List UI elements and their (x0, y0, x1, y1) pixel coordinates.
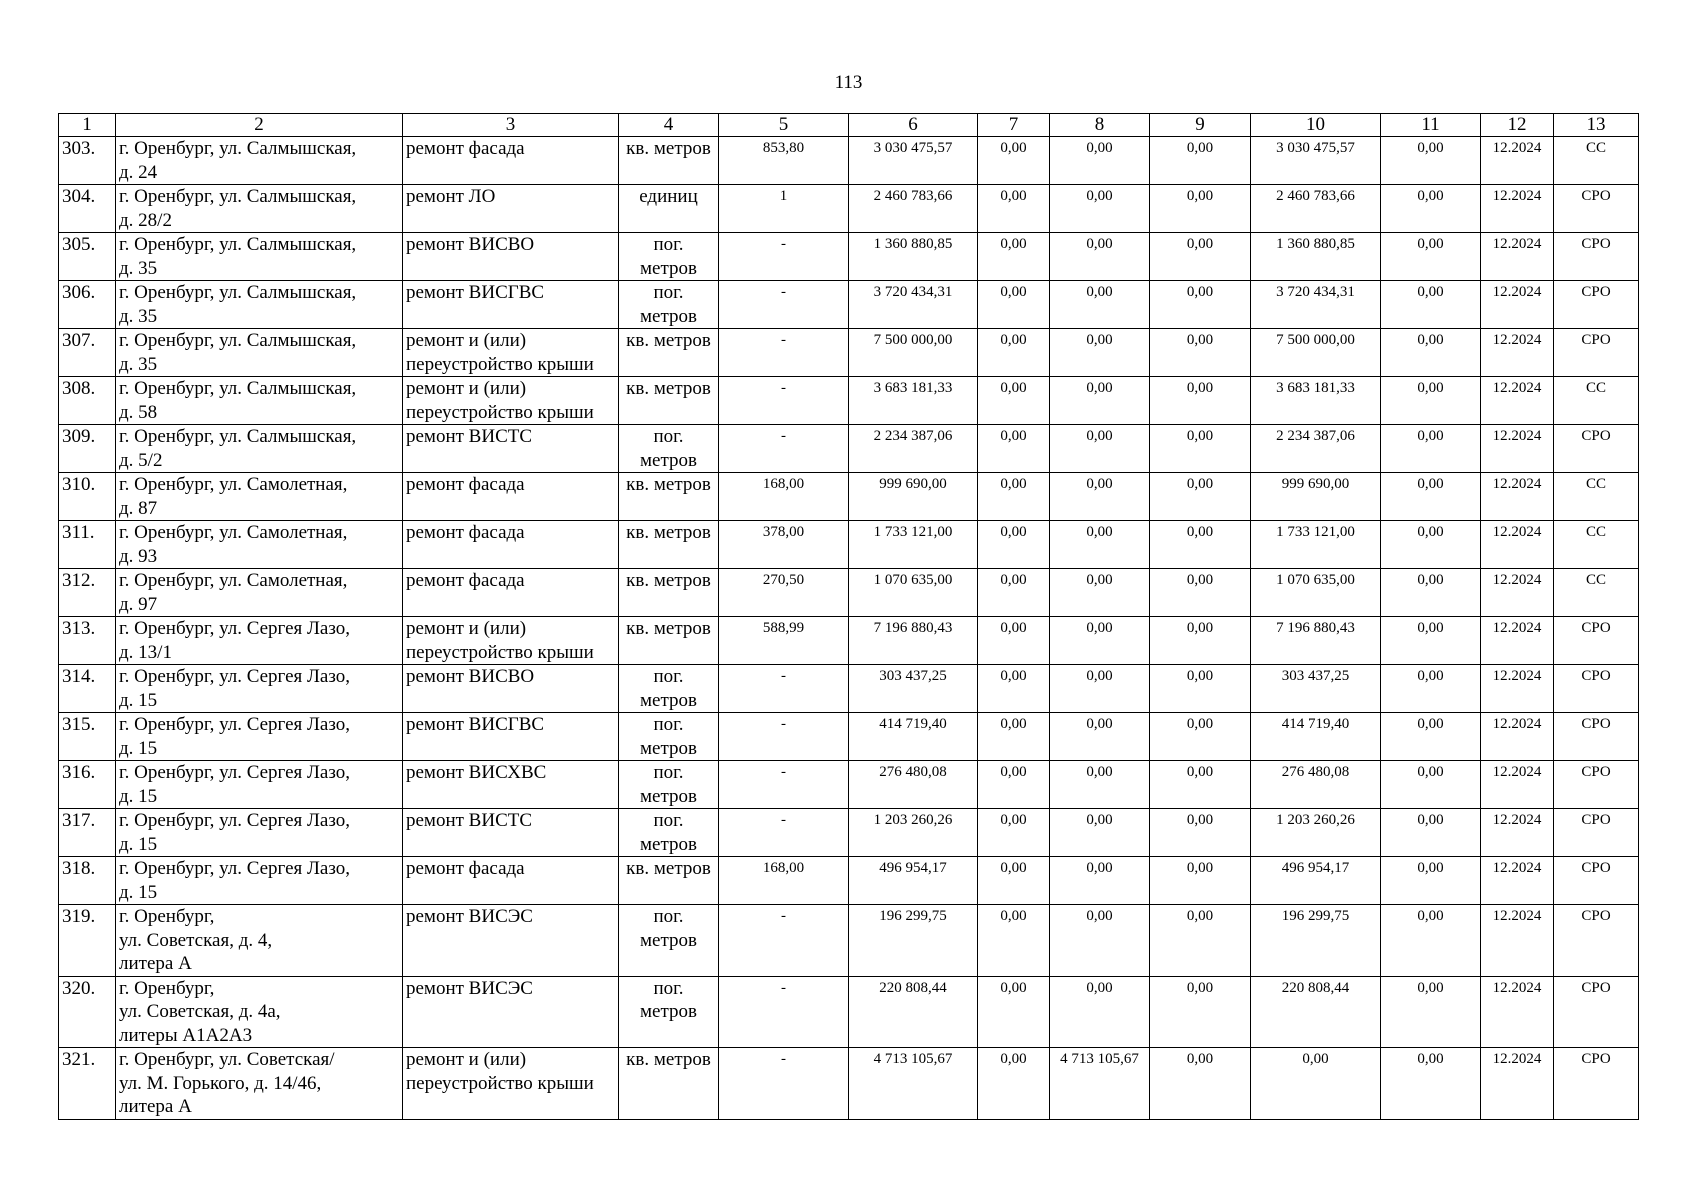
volume-cell: 853,80 (719, 137, 849, 185)
volume-cell: - (719, 233, 849, 281)
row-number: 305. (59, 233, 116, 281)
total-cost-cell: 496 954,17 (849, 857, 978, 905)
deadline-cell: 12.2024 (1481, 281, 1554, 329)
unit-cell: пог. метров (619, 761, 719, 809)
col11-cell: 0,00 (1381, 281, 1481, 329)
repair-plan-table (58, 113, 1639, 1120)
col8-cell: 0,00 (1050, 617, 1150, 665)
col9-cell: 0,00 (1150, 976, 1251, 1048)
unit-cell: кв. метров (619, 377, 719, 425)
total-cost-cell: 1 733 121,00 (849, 521, 978, 569)
col7-cell: 0,00 (978, 281, 1050, 329)
work-type-cell: ремонт и (или) переустройство крыши (403, 1048, 619, 1120)
unit-cell: кв. метров (619, 1048, 719, 1120)
col11-cell: 0,00 (1381, 329, 1481, 377)
method-cell: СС (1554, 377, 1639, 425)
col8-cell: 0,00 (1050, 329, 1150, 377)
address-cell: г. Оренбург, ул. Советская, д. 4а, литеры А1А2А3 (116, 976, 403, 1048)
col10-cell: 220 808,44 (1251, 976, 1381, 1048)
deadline-cell: 12.2024 (1481, 425, 1554, 473)
method-cell: СРО (1554, 233, 1639, 281)
table-row (59, 329, 1639, 377)
col7-cell: 0,00 (978, 137, 1050, 185)
deadline-cell: 12.2024 (1481, 665, 1554, 713)
col9-cell: 0,00 (1150, 713, 1251, 761)
method-cell: СС (1554, 569, 1639, 617)
col8-cell: 0,00 (1050, 425, 1150, 473)
address-cell: г. Оренбург, ул. Салмышская, д. 35 (116, 281, 403, 329)
work-type-cell: ремонт и (или) переустройство крыши (403, 329, 619, 377)
work-type-cell: ремонт и (или) переустройство крыши (403, 377, 619, 425)
col8-cell: 0,00 (1050, 473, 1150, 521)
method-cell: СРО (1554, 281, 1639, 329)
col7-cell: 0,00 (978, 905, 1050, 977)
table-row (59, 976, 1639, 1048)
work-type-cell: ремонт ВИСТС (403, 425, 619, 473)
total-cost-cell: 1 203 260,26 (849, 809, 978, 857)
table-row (59, 233, 1639, 281)
total-cost-cell: 3 683 181,33 (849, 377, 978, 425)
col11-cell: 0,00 (1381, 473, 1481, 521)
deadline-cell: 12.2024 (1481, 976, 1554, 1048)
method-cell: СС (1554, 473, 1639, 521)
col9-cell: 0,00 (1150, 761, 1251, 809)
row-number: 306. (59, 281, 116, 329)
address-cell: г. Оренбург, ул. Советская/ ул. М. Горького, д. 14/46, литера А (116, 1048, 403, 1120)
volume-cell: 168,00 (719, 857, 849, 905)
volume-cell: - (719, 1048, 849, 1120)
col9-cell: 0,00 (1150, 185, 1251, 233)
deadline-cell: 12.2024 (1481, 233, 1554, 281)
row-number: 309. (59, 425, 116, 473)
col11-cell: 0,00 (1381, 377, 1481, 425)
total-cost-cell: 7 196 880,43 (849, 617, 978, 665)
col7-cell: 0,00 (978, 569, 1050, 617)
table-row (59, 857, 1639, 905)
row-number: 318. (59, 857, 116, 905)
col10-cell: 196 299,75 (1251, 905, 1381, 977)
deadline-cell: 12.2024 (1481, 521, 1554, 569)
address-cell: г. Оренбург, ул. Самолетная, д. 97 (116, 569, 403, 617)
method-cell: СРО (1554, 665, 1639, 713)
table-row (59, 377, 1639, 425)
row-number: 312. (59, 569, 116, 617)
volume-cell: - (719, 809, 849, 857)
row-number: 303. (59, 137, 116, 185)
unit-cell: пог. метров (619, 713, 719, 761)
total-cost-cell: 4 713 105,67 (849, 1048, 978, 1120)
volume-cell: - (719, 665, 849, 713)
col10-cell: 3 683 181,33 (1251, 377, 1381, 425)
row-number: 317. (59, 809, 116, 857)
deadline-cell: 12.2024 (1481, 761, 1554, 809)
total-cost-cell: 414 719,40 (849, 713, 978, 761)
address-cell: г. Оренбург, ул. Советская, д. 4, литера А (116, 905, 403, 977)
col7-cell: 0,00 (978, 233, 1050, 281)
unit-cell: кв. метров (619, 473, 719, 521)
col11-cell: 0,00 (1381, 976, 1481, 1048)
col9-cell: 0,00 (1150, 377, 1251, 425)
col9-cell: 0,00 (1150, 1048, 1251, 1120)
col11-cell: 0,00 (1381, 713, 1481, 761)
total-cost-cell: 1 070 635,00 (849, 569, 978, 617)
col7-cell: 0,00 (978, 521, 1050, 569)
col10-cell: 3 720 434,31 (1251, 281, 1381, 329)
work-type-cell: ремонт ВИСВО (403, 665, 619, 713)
col10-cell: 7 500 000,00 (1251, 329, 1381, 377)
table-row (59, 713, 1639, 761)
col8-cell: 0,00 (1050, 665, 1150, 713)
col10-cell: 303 437,25 (1251, 665, 1381, 713)
col7-cell: 0,00 (978, 473, 1050, 521)
col11-cell: 0,00 (1381, 1048, 1481, 1120)
address-cell: г. Оренбург, ул. Сергея Лазо, д. 15 (116, 665, 403, 713)
col7-cell: 0,00 (978, 665, 1050, 713)
column-header: 11 (1381, 114, 1481, 137)
work-type-cell: ремонт ВИСГВС (403, 713, 619, 761)
volume-cell: - (719, 713, 849, 761)
deadline-cell: 12.2024 (1481, 569, 1554, 617)
total-cost-cell: 196 299,75 (849, 905, 978, 977)
work-type-cell: ремонт фасада (403, 137, 619, 185)
volume-cell: 270,50 (719, 569, 849, 617)
work-type-cell: ремонт ВИСГВС (403, 281, 619, 329)
col11-cell: 0,00 (1381, 521, 1481, 569)
work-type-cell: ремонт ВИСТС (403, 809, 619, 857)
unit-cell: пог. метров (619, 665, 719, 713)
table-row (59, 809, 1639, 857)
method-cell: СРО (1554, 713, 1639, 761)
work-type-cell: ремонт ВИСЭС (403, 976, 619, 1048)
address-cell: г. Оренбург, ул. Салмышская, д. 35 (116, 329, 403, 377)
table-row (59, 1048, 1639, 1120)
col7-cell: 0,00 (978, 329, 1050, 377)
col10-cell: 1 733 121,00 (1251, 521, 1381, 569)
method-cell: СРО (1554, 1048, 1639, 1120)
address-cell: г. Оренбург, ул. Самолетная, д. 87 (116, 473, 403, 521)
deadline-cell: 12.2024 (1481, 377, 1554, 425)
col9-cell: 0,00 (1150, 473, 1251, 521)
unit-cell: единиц (619, 185, 719, 233)
deadline-cell: 12.2024 (1481, 1048, 1554, 1120)
column-header: 5 (719, 114, 849, 137)
col8-cell: 0,00 (1050, 569, 1150, 617)
total-cost-cell: 999 690,00 (849, 473, 978, 521)
total-cost-cell: 1 360 880,85 (849, 233, 978, 281)
table-row (59, 617, 1639, 665)
col10-cell: 1 070 635,00 (1251, 569, 1381, 617)
col8-cell: 0,00 (1050, 976, 1150, 1048)
col11-cell: 0,00 (1381, 857, 1481, 905)
work-type-cell: ремонт ЛО (403, 185, 619, 233)
table-row (59, 473, 1639, 521)
col8-cell: 4 713 105,67 (1050, 1048, 1150, 1120)
row-number: 321. (59, 1048, 116, 1120)
col10-cell: 1 203 260,26 (1251, 809, 1381, 857)
col10-cell: 1 360 880,85 (1251, 233, 1381, 281)
col8-cell: 0,00 (1050, 905, 1150, 977)
col11-cell: 0,00 (1381, 809, 1481, 857)
row-number: 320. (59, 976, 116, 1048)
work-type-cell: ремонт ВИСВО (403, 233, 619, 281)
volume-cell: 588,99 (719, 617, 849, 665)
col9-cell: 0,00 (1150, 233, 1251, 281)
unit-cell: кв. метров (619, 569, 719, 617)
col10-cell: 2 460 783,66 (1251, 185, 1381, 233)
deadline-cell: 12.2024 (1481, 713, 1554, 761)
deadline-cell: 12.2024 (1481, 809, 1554, 857)
volume-cell: - (719, 329, 849, 377)
col7-cell: 0,00 (978, 761, 1050, 809)
column-number-row (59, 114, 1639, 137)
address-cell: г. Оренбург, ул. Салмышская, д. 35 (116, 233, 403, 281)
unit-cell: пог. метров (619, 425, 719, 473)
method-cell: СРО (1554, 425, 1639, 473)
row-number: 315. (59, 713, 116, 761)
total-cost-cell: 2 460 783,66 (849, 185, 978, 233)
col8-cell: 0,00 (1050, 713, 1150, 761)
row-number: 307. (59, 329, 116, 377)
table-body (59, 137, 1639, 1120)
work-type-cell: ремонт фасада (403, 473, 619, 521)
column-header: 4 (619, 114, 719, 137)
work-type-cell: ремонт ВИСЭС (403, 905, 619, 977)
total-cost-cell: 3 720 434,31 (849, 281, 978, 329)
page-number: 113 (834, 72, 863, 93)
col9-cell: 0,00 (1150, 857, 1251, 905)
col8-cell: 0,00 (1050, 761, 1150, 809)
address-cell: г. Оренбург, ул. Сергея Лазо, д. 15 (116, 857, 403, 905)
col7-cell: 0,00 (978, 976, 1050, 1048)
col9-cell: 0,00 (1150, 665, 1251, 713)
deadline-cell: 12.2024 (1481, 473, 1554, 521)
col7-cell: 0,00 (978, 377, 1050, 425)
column-header: 2 (116, 114, 403, 137)
method-cell: СРО (1554, 905, 1639, 977)
table-row (59, 665, 1639, 713)
method-cell: СРО (1554, 761, 1639, 809)
address-cell: г. Оренбург, ул. Самолетная, д. 93 (116, 521, 403, 569)
row-number: 311. (59, 521, 116, 569)
table-row (59, 761, 1639, 809)
volume-cell: - (719, 281, 849, 329)
address-cell: г. Оренбург, ул. Салмышская, д. 58 (116, 377, 403, 425)
deadline-cell: 12.2024 (1481, 329, 1554, 377)
address-cell: г. Оренбург, ул. Сергея Лазо, д. 15 (116, 809, 403, 857)
col11-cell: 0,00 (1381, 185, 1481, 233)
column-header: 10 (1251, 114, 1381, 137)
col11-cell: 0,00 (1381, 905, 1481, 977)
col11-cell: 0,00 (1381, 665, 1481, 713)
volume-cell: 168,00 (719, 473, 849, 521)
col8-cell: 0,00 (1050, 377, 1150, 425)
col7-cell: 0,00 (978, 425, 1050, 473)
table-row (59, 425, 1639, 473)
total-cost-cell: 220 808,44 (849, 976, 978, 1048)
col11-cell: 0,00 (1381, 233, 1481, 281)
col9-cell: 0,00 (1150, 809, 1251, 857)
address-cell: г. Оренбург, ул. Салмышская, д. 24 (116, 137, 403, 185)
volume-cell: - (719, 905, 849, 977)
row-number: 313. (59, 617, 116, 665)
deadline-cell: 12.2024 (1481, 185, 1554, 233)
unit-cell: пог. метров (619, 905, 719, 977)
deadline-cell: 12.2024 (1481, 617, 1554, 665)
col9-cell: 0,00 (1150, 137, 1251, 185)
work-type-cell: ремонт фасада (403, 521, 619, 569)
volume-cell: - (719, 425, 849, 473)
col11-cell: 0,00 (1381, 425, 1481, 473)
col10-cell: 276 480,08 (1251, 761, 1381, 809)
volume-cell: - (719, 761, 849, 809)
col10-cell: 0,00 (1251, 1048, 1381, 1120)
col8-cell: 0,00 (1050, 857, 1150, 905)
row-number: 310. (59, 473, 116, 521)
table-row (59, 281, 1639, 329)
unit-cell: кв. метров (619, 137, 719, 185)
method-cell: СРО (1554, 329, 1639, 377)
volume-cell: - (719, 976, 849, 1048)
volume-cell: - (719, 377, 849, 425)
work-type-cell: ремонт ВИСХВС (403, 761, 619, 809)
col10-cell: 496 954,17 (1251, 857, 1381, 905)
column-header: 9 (1150, 114, 1251, 137)
row-number: 319. (59, 905, 116, 977)
unit-cell: кв. метров (619, 857, 719, 905)
col7-cell: 0,00 (978, 713, 1050, 761)
table-row (59, 137, 1639, 185)
col10-cell: 2 234 387,06 (1251, 425, 1381, 473)
method-cell: СРО (1554, 976, 1639, 1048)
volume-cell: 378,00 (719, 521, 849, 569)
col10-cell: 414 719,40 (1251, 713, 1381, 761)
unit-cell: пог. метров (619, 809, 719, 857)
column-header: 3 (403, 114, 619, 137)
row-number: 316. (59, 761, 116, 809)
unit-cell: пог. метров (619, 233, 719, 281)
col7-cell: 0,00 (978, 185, 1050, 233)
total-cost-cell: 3 030 475,57 (849, 137, 978, 185)
col8-cell: 0,00 (1050, 281, 1150, 329)
col11-cell: 0,00 (1381, 761, 1481, 809)
col9-cell: 0,00 (1150, 281, 1251, 329)
method-cell: СС (1554, 521, 1639, 569)
unit-cell: пог. метров (619, 976, 719, 1048)
address-cell: г. Оренбург, ул. Сергея Лазо, д. 15 (116, 713, 403, 761)
col9-cell: 0,00 (1150, 905, 1251, 977)
work-type-cell: ремонт и (или) переустройство крыши (403, 617, 619, 665)
total-cost-cell: 276 480,08 (849, 761, 978, 809)
col9-cell: 0,00 (1150, 425, 1251, 473)
address-cell: г. Оренбург, ул. Сергея Лазо, д. 13/1 (116, 617, 403, 665)
method-cell: СРО (1554, 809, 1639, 857)
col9-cell: 0,00 (1150, 617, 1251, 665)
total-cost-cell: 303 437,25 (849, 665, 978, 713)
col10-cell: 3 030 475,57 (1251, 137, 1381, 185)
row-number: 314. (59, 665, 116, 713)
col11-cell: 0,00 (1381, 137, 1481, 185)
col10-cell: 999 690,00 (1251, 473, 1381, 521)
col7-cell: 0,00 (978, 617, 1050, 665)
method-cell: СРО (1554, 617, 1639, 665)
col8-cell: 0,00 (1050, 809, 1150, 857)
col7-cell: 0,00 (978, 857, 1050, 905)
unit-cell: кв. метров (619, 617, 719, 665)
table-row (59, 521, 1639, 569)
method-cell: СРО (1554, 185, 1639, 233)
column-header: 7 (978, 114, 1050, 137)
col7-cell: 0,00 (978, 1048, 1050, 1120)
table-row (59, 185, 1639, 233)
work-type-cell: ремонт фасада (403, 569, 619, 617)
address-cell: г. Оренбург, ул. Сергея Лазо, д. 15 (116, 761, 403, 809)
column-header: 12 (1481, 114, 1554, 137)
volume-cell: 1 (719, 185, 849, 233)
address-cell: г. Оренбург, ул. Салмышская, д. 5/2 (116, 425, 403, 473)
col8-cell: 0,00 (1050, 185, 1150, 233)
deadline-cell: 12.2024 (1481, 857, 1554, 905)
col10-cell: 7 196 880,43 (1251, 617, 1381, 665)
column-header: 13 (1554, 114, 1639, 137)
col8-cell: 0,00 (1050, 233, 1150, 281)
row-number: 308. (59, 377, 116, 425)
col7-cell: 0,00 (978, 809, 1050, 857)
method-cell: СРО (1554, 857, 1639, 905)
unit-cell: кв. метров (619, 521, 719, 569)
col11-cell: 0,00 (1381, 617, 1481, 665)
work-type-cell: ремонт фасада (403, 857, 619, 905)
unit-cell: кв. метров (619, 329, 719, 377)
column-header: 8 (1050, 114, 1150, 137)
col9-cell: 0,00 (1150, 329, 1251, 377)
deadline-cell: 12.2024 (1481, 905, 1554, 977)
col8-cell: 0,00 (1050, 521, 1150, 569)
col8-cell: 0,00 (1050, 137, 1150, 185)
col9-cell: 0,00 (1150, 569, 1251, 617)
method-cell: СС (1554, 137, 1639, 185)
row-number: 304. (59, 185, 116, 233)
table-row (59, 905, 1639, 977)
column-header: 6 (849, 114, 978, 137)
col11-cell: 0,00 (1381, 569, 1481, 617)
column-header: 1 (59, 114, 116, 137)
total-cost-cell: 7 500 000,00 (849, 329, 978, 377)
deadline-cell: 12.2024 (1481, 137, 1554, 185)
col9-cell: 0,00 (1150, 521, 1251, 569)
unit-cell: пог. метров (619, 281, 719, 329)
address-cell: г. Оренбург, ул. Салмышская, д. 28/2 (116, 185, 403, 233)
total-cost-cell: 2 234 387,06 (849, 425, 978, 473)
table-row (59, 569, 1639, 617)
